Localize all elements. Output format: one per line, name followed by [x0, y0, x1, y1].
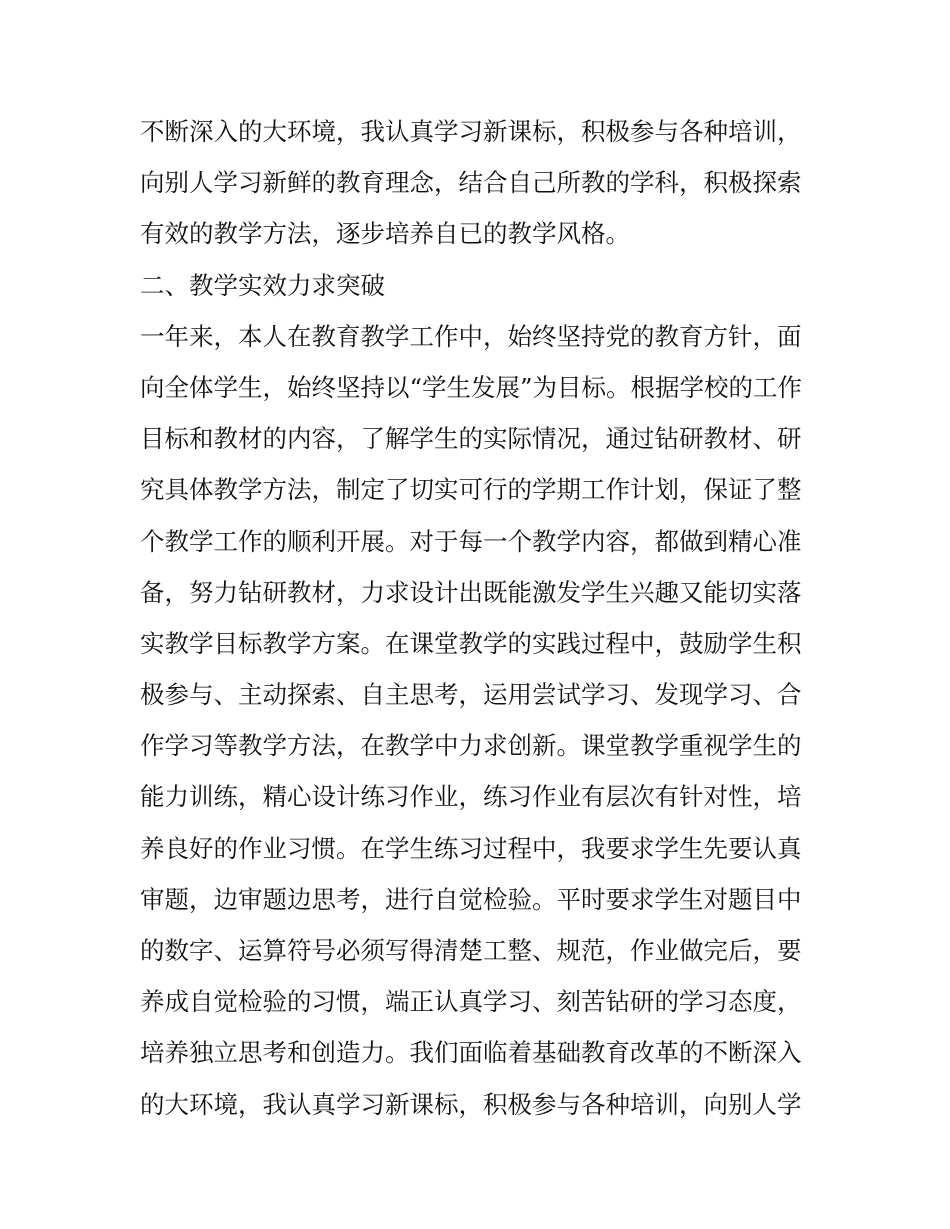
text-line: 一年来，本人在教育教学工作中，始终坚持党的教育方针，面 — [140, 321, 802, 351]
text-line: 能力训练，精心设计练习作业，练习作业有层次有针对性，培 — [140, 782, 802, 812]
text-line: 培养独立思考和创造力。我们面临着基础教育改革的不断深入 — [140, 1038, 802, 1068]
text-line: 作学习等教学方法，在教学中力求创新。课堂教学重视学生的 — [140, 731, 802, 761]
text-line: 养良好的作业习惯。在学生练习过程中，我要求学生先要认真 — [140, 833, 802, 863]
text-line: 目标和教材的内容，了解学生的实际情况，通过钻研教材、研 — [140, 424, 802, 454]
text-line: 实教学目标教学方案。在课堂教学的实践过程中，鼓励学生积 — [140, 628, 802, 658]
text-line: 个教学工作的顺利开展。对于每一个教学内容，都做到精心准 — [140, 526, 802, 556]
body-text — [140, 106, 820, 1130]
text-line: 究具体教学方法，制定了切实可行的学期工作计划，保证了整 — [140, 475, 802, 505]
text-line: 的大环境，我认真学习新课标，积极参与各种培训，向别人学 — [140, 1089, 802, 1119]
text-line: 的数字、运算符号必须写得清楚工整、规范，作业做完后，要 — [140, 936, 802, 965]
text-line: 极参与、主动探索、自主思考，运用尝试学习、发现学习、合 — [140, 680, 802, 710]
text-line: 备，努力钻研教材，力求设计出既能激发学生兴趣又能切实落 — [140, 577, 802, 607]
text-line: 有效的教学方法，逐步培养自已的教学风格。 — [140, 219, 630, 249]
text-line: 不断深入的大环境，我认真学习新课标，积极参与各种培训， — [140, 117, 802, 146]
text-line: 向全体学生，始终坚持以“学生发展”为目标。根据学校的工作 — [140, 372, 803, 402]
text-line: 向别人学习新鲜的教育理念，结合自己所教的学科，积极探索 — [140, 168, 802, 198]
section-heading: 二、教学实效力求突破 — [140, 270, 385, 300]
text-line: 审题，边审题边思考，进行自觉检验。平时要求学生对题目中 — [140, 884, 802, 914]
text-line: 养成自觉检验的习惯，端正认真学习、刻苦钻研的学习态度， — [140, 987, 802, 1017]
